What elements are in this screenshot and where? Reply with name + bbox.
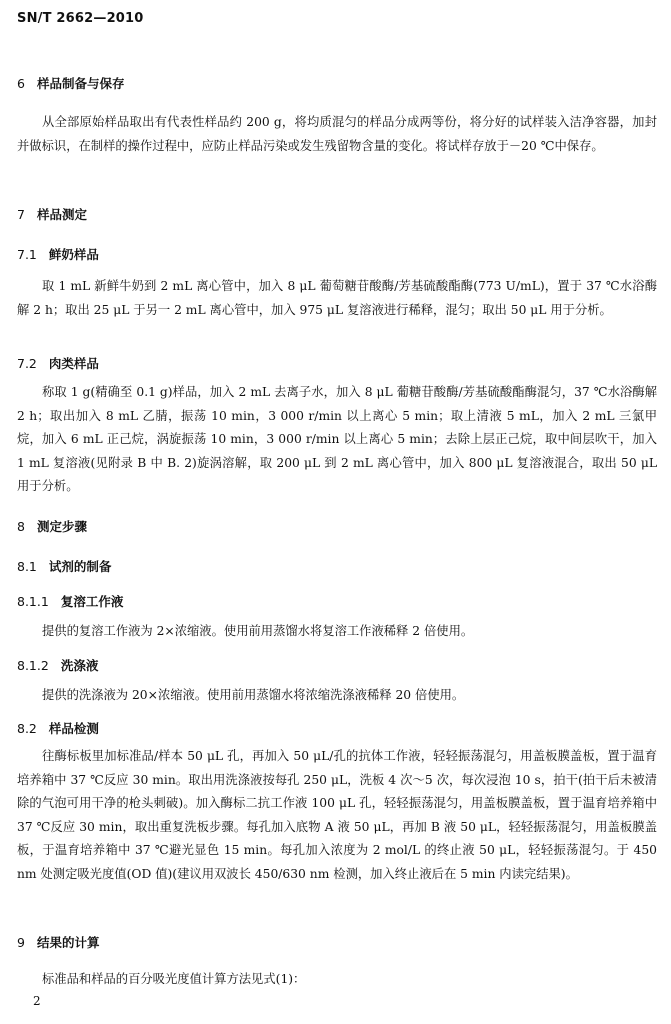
- standard-code-header: SN/T 2662—2010: [17, 11, 144, 26]
- paragraph-result-calculation: 标准品和样品的百分吸光度值计算方法见式(1)：: [42, 972, 306, 986]
- section-title: 洗涤液: [60, 658, 99, 673]
- section-title: 试剂的制备: [48, 559, 112, 574]
- section-7-1-heading: [17, 245, 99, 263]
- paragraph-reconstitution-solution: 提供的复溶工作液为 2×浓缩液。使用前用蒸馏水将复溶工作液稀释 2 倍使用。: [42, 624, 474, 638]
- section-7-heading: [17, 205, 87, 223]
- section-number: 7.1: [17, 247, 37, 262]
- paragraph-meat-sample: 称取 1 g(精确至 0.1 g)样品，加入 2 mL 去离子水，加入 8 μL 葡糖苷酸酶/芳基硫酸酯酶混匀，37 ℃水浴酶解 2 h；取出加入 8 mL 乙腈，振荡 10 min，3 000 r/min 以上离心 5 min；取上清液 5 mL，加入 2 mL 三氯甲烷，加入 6 mL 正己烷，涡旋振荡 10 min，3 000 r/min 以上离心 5 min；去除上层正己烷，取中间层吹干，加入 1 mL 复溶液(见附录 B 中 B. 2)旋涡溶解，取 200 μL 到 2 mL 离心管中，加入 800 μL 复溶液混合，取出 50 μL 用于分析。: [17, 385, 657, 493]
- paragraph-sample-detection: 往酶标板里加标准品/样本 50 μL 孔，再加入 50 μL/孔的抗体工作液，轻轻振荡混匀，用盖板膜盖板，置于温育培养箱中 37 ℃反应 30 min。取出用洗涤液按每孔 250 μL，洗板 4 次～5 次，每次浸泡 10 s，拍干(拍干后未被清除的气泡可用干净的枪头刺破)。加入酶标二抗工作液 100 μL 孔，轻轻振荡混匀，用盖板膜盖板，置于温育培养箱中 37 ℃反应 30 min，取出重复洗板步骤。每孔加入底物 A 液 50 μL，再加 B 液 50 μL，轻轻振荡混匀，用盖板膜盖板，于温育培养箱中 37 ℃避光显色 15 min。每孔加入浓度为 2 mol/L 的终止液 50 μL，轻轻振荡混匀。于 450 nm 处测定吸光度值(OD 值)(建议用双波长 450/630 nm 检测，加入终止液后在 5 min 内读完结果)。: [17, 749, 657, 881]
- section-title: 鲜奶样品: [48, 247, 99, 262]
- section-number: 7: [17, 207, 25, 222]
- paragraph-fresh-milk: 取 1 mL 新鲜牛奶到 2 mL 离心管中，加入 8 μL 葡萄糖苷酸酶/芳基硫酸酯酶(773 U/mL)，置于 37 ℃水浴酶解 2 h；取出 25 μL 于另一 2 mL 离心管中，加入 975 μL 复溶液进行稀释，混匀；取出 50 μL 用于分析。: [17, 279, 657, 317]
- section-8-2-heading: [17, 719, 99, 737]
- paragraph-wash-solution: 提供的洗涤液为 20×浓缩液。使用前用蒸馏水将浓缩洗涤液稀释 20 倍使用。: [42, 688, 465, 702]
- section-number: 6: [17, 76, 25, 91]
- section-number: 8.1: [17, 559, 37, 574]
- page-number: 2: [33, 994, 41, 1008]
- section-title: 测定步骤: [36, 519, 87, 534]
- section-title: 结果的计算: [36, 935, 100, 950]
- section-number: 8.2: [17, 721, 37, 736]
- section-8-1-2-heading: [17, 656, 98, 674]
- section-title: 样品检测: [48, 721, 99, 736]
- section-number: 9: [17, 935, 25, 950]
- section-number: 8.1.1: [17, 594, 49, 609]
- section-9-heading: [17, 933, 99, 951]
- section-8-1-heading: [17, 557, 111, 575]
- section-title: 样品测定: [36, 207, 87, 222]
- section-8-1-1-heading: [17, 592, 123, 610]
- paragraph-sample-preparation: 从全部原始样品取出有代表性样品约 200 g，将均质混匀的样品分成两等份，将分好的试样装入洁净容器，加封并做标识，在制样的操作过程中，应防止样品污染或发生残留物含量的变化。将试样存放于－20 ℃中保存。: [17, 115, 657, 153]
- section-number: 8: [17, 519, 25, 534]
- section-7-2-heading: [17, 354, 99, 372]
- section-number: 8.1.2: [17, 658, 49, 673]
- section-number: 7.2: [17, 356, 37, 371]
- section-8-heading: [17, 517, 87, 535]
- section-title: 复溶工作液: [60, 594, 124, 609]
- section-title: 肉类样品: [48, 356, 99, 371]
- section-6-heading: [17, 74, 124, 92]
- section-title: 样品制备与保存: [36, 76, 125, 91]
